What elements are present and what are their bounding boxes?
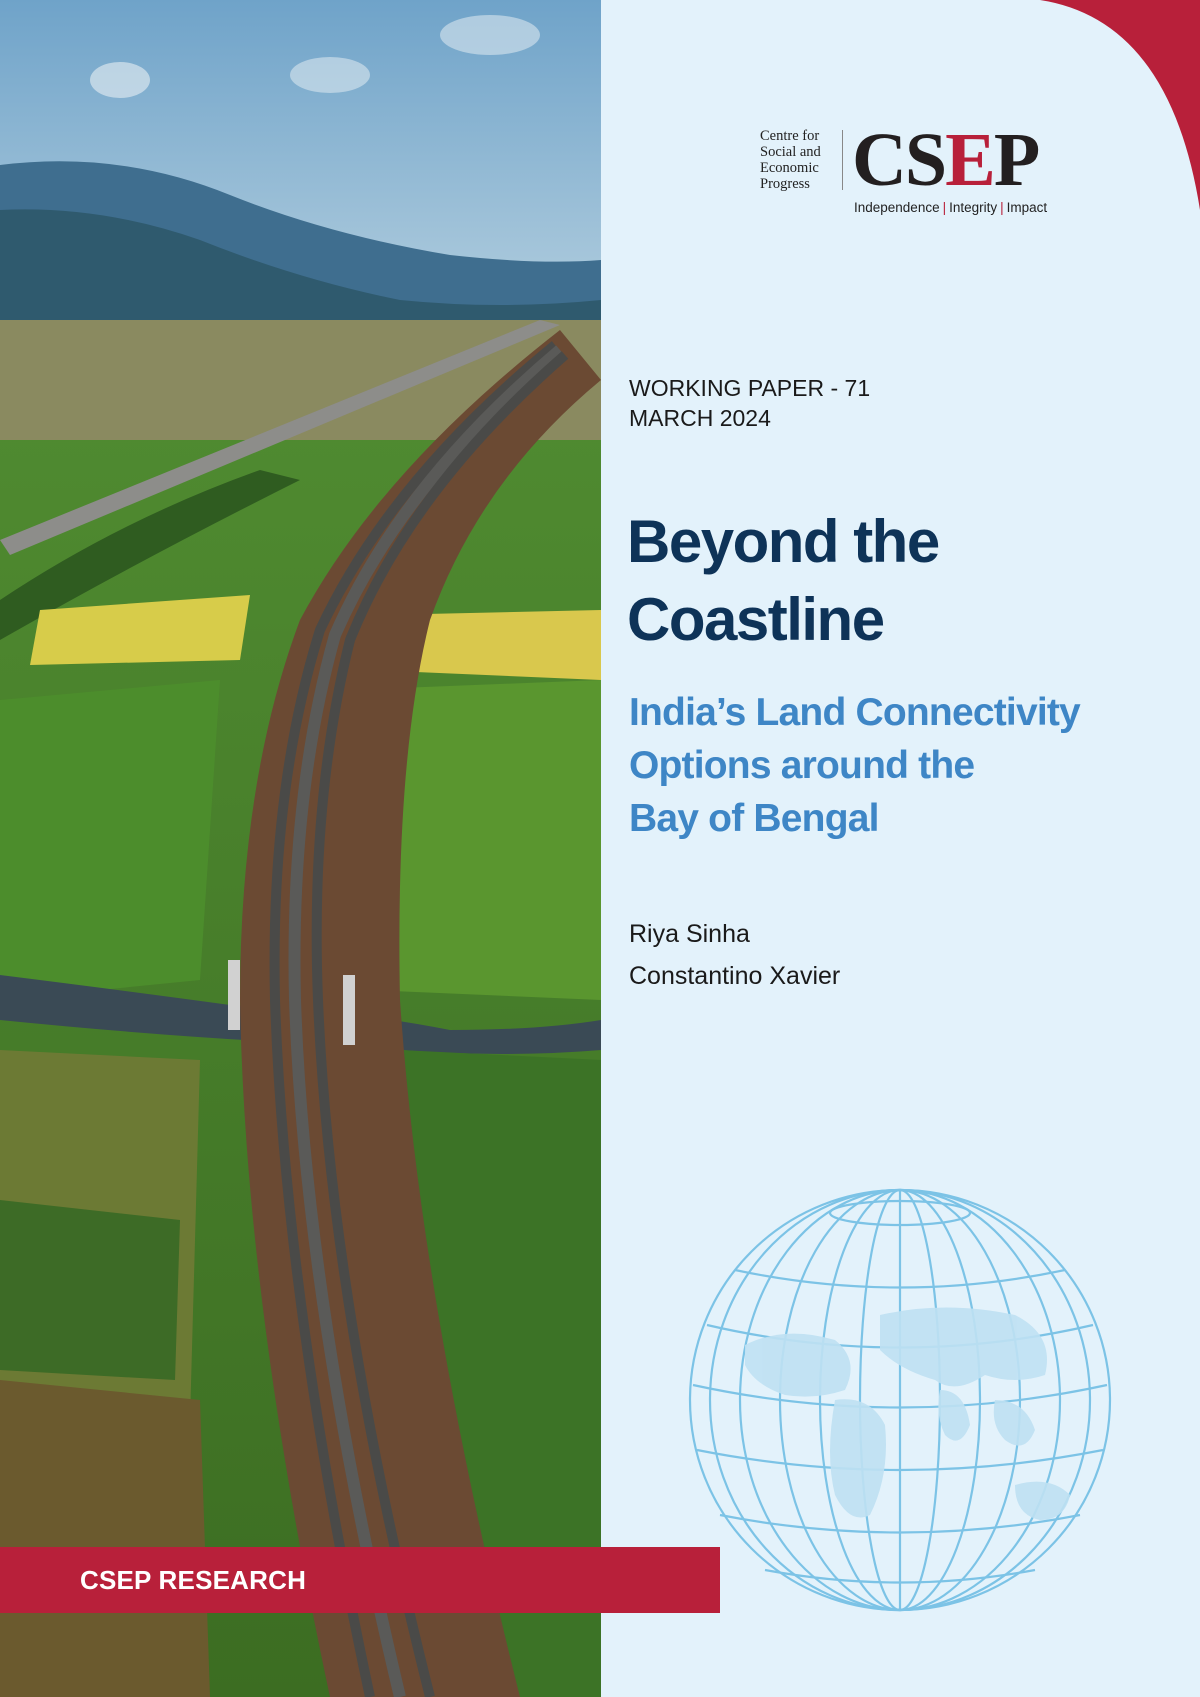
- csep-logo: [760, 118, 1080, 222]
- author-name: Constantino Xavier: [629, 962, 841, 990]
- author-list: [629, 913, 840, 997]
- logo-wordmark: CSEP: [852, 118, 1039, 202]
- paper-series: WORKING PAPER - 71: [629, 375, 871, 401]
- logo-tagline: Independence | Integrity | Impact: [854, 200, 1048, 215]
- research-band: [0, 1547, 720, 1613]
- paper-subtitle: India’s Land Connectivity Options around the Bay of Bengal: [629, 691, 1080, 840]
- paper-date: MARCH 2024: [629, 405, 771, 431]
- paper-title: Beyond the Coastline: [627, 508, 939, 653]
- author-name: Riya Sinha: [629, 920, 750, 948]
- band-label: CSEP RESEARCH: [80, 1565, 307, 1595]
- paper-meta: [629, 373, 870, 433]
- globe-icon: [685, 1185, 1115, 1615]
- logo-divider: [842, 130, 843, 190]
- logo-org-name: Centre for Social and Economic Progress: [760, 128, 821, 192]
